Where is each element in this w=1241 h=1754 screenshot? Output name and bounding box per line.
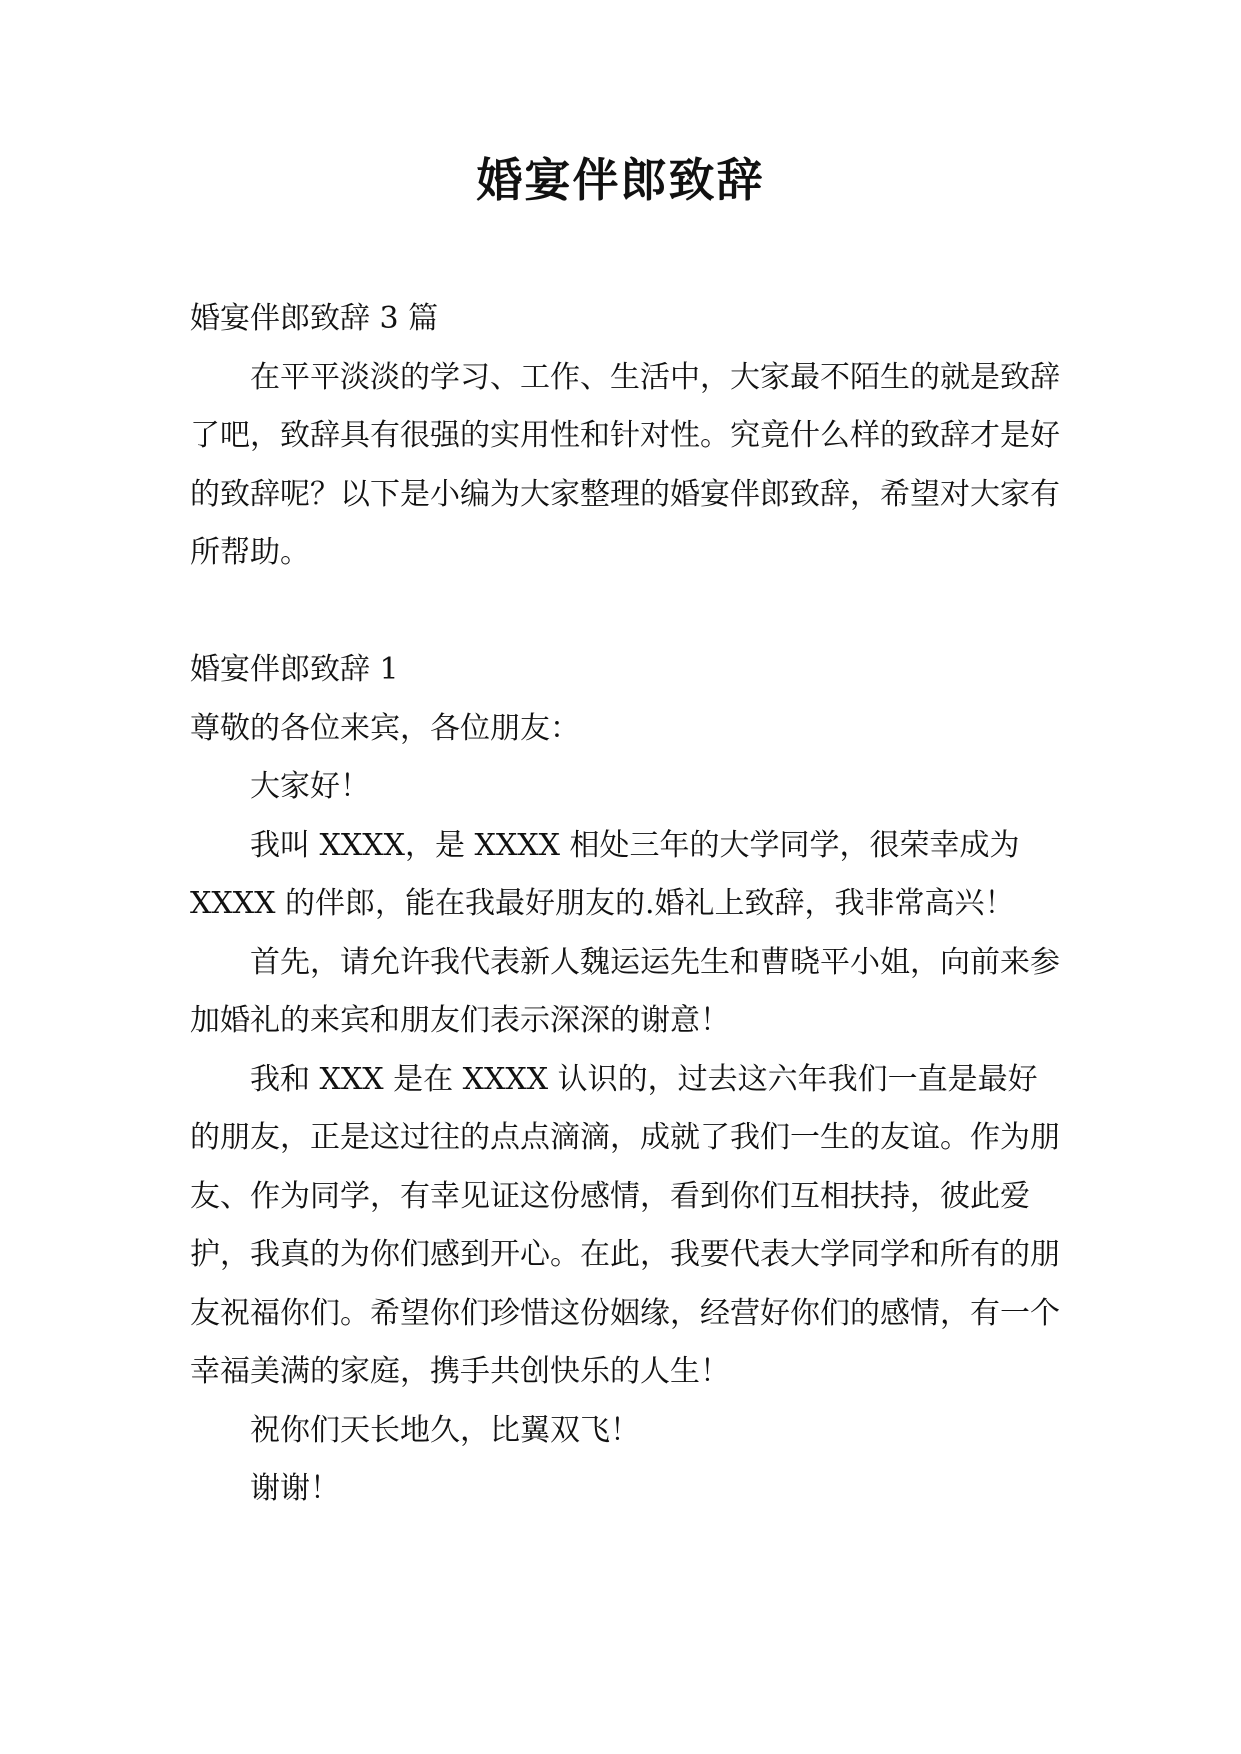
body-paragraph: 大家好！: [250, 769, 370, 804]
paragraph-spacer: [190, 583, 1060, 642]
document-subtitle: 婚宴伴郎致辞 3 篇: [190, 301, 439, 336]
document-title: 婚宴伴郎致辞: [476, 153, 765, 207]
document-body: [190, 290, 1060, 1519]
body-paragraph: 谢谢！: [250, 1471, 340, 1506]
body-paragraph: 首先，请允许我代表新人魏运运先生和曹晓平小姐，向前来参加婚礼的来宾和朋友们表示深深的谢意！: [190, 944, 1060, 1038]
salutation: 尊敬的各位来宾，各位朋友：: [190, 710, 580, 746]
body-paragraph: 祝你们天长地久，比翼双飞！: [250, 1412, 640, 1448]
section-heading: 婚宴伴郎致辞 1: [190, 652, 399, 687]
intro-paragraph: 在平平淡淡的学习、工作、生活中，大家最不陌生的就是致辞了吧，致辞具有很强的实用性和针对性。究竟什么样的致辞才是好的致辞呢？以下是小编为大家整理的婚宴伴郎致辞，希望对大家有所帮助。: [190, 359, 1060, 570]
body-paragraph: 我叫 XXXX，是 XXXX 相处三年的大学同学，很荣幸成为 XXXX 的伴郎，能在我最好朋友的.婚礼上致辞，我非常高兴！: [190, 827, 1020, 921]
body-paragraph: 我和 XXX 是在 XXXX 认识的，过去这六年我们一直是最好的朋友，正是这过往的点点滴滴，成就了我们一生的友谊。作为朋友、作为同学，有幸见证这份感情，看到你们互相扶持，彼此爱护，我真的为你们感到开心。在此，我要代表大学同学和所有的朋友祝福你们。希望你们珍惜这份姻缘，经营好你们的感情，有一个幸福美满的家庭，携手共创快乐的人生！: [190, 1061, 1060, 1389]
